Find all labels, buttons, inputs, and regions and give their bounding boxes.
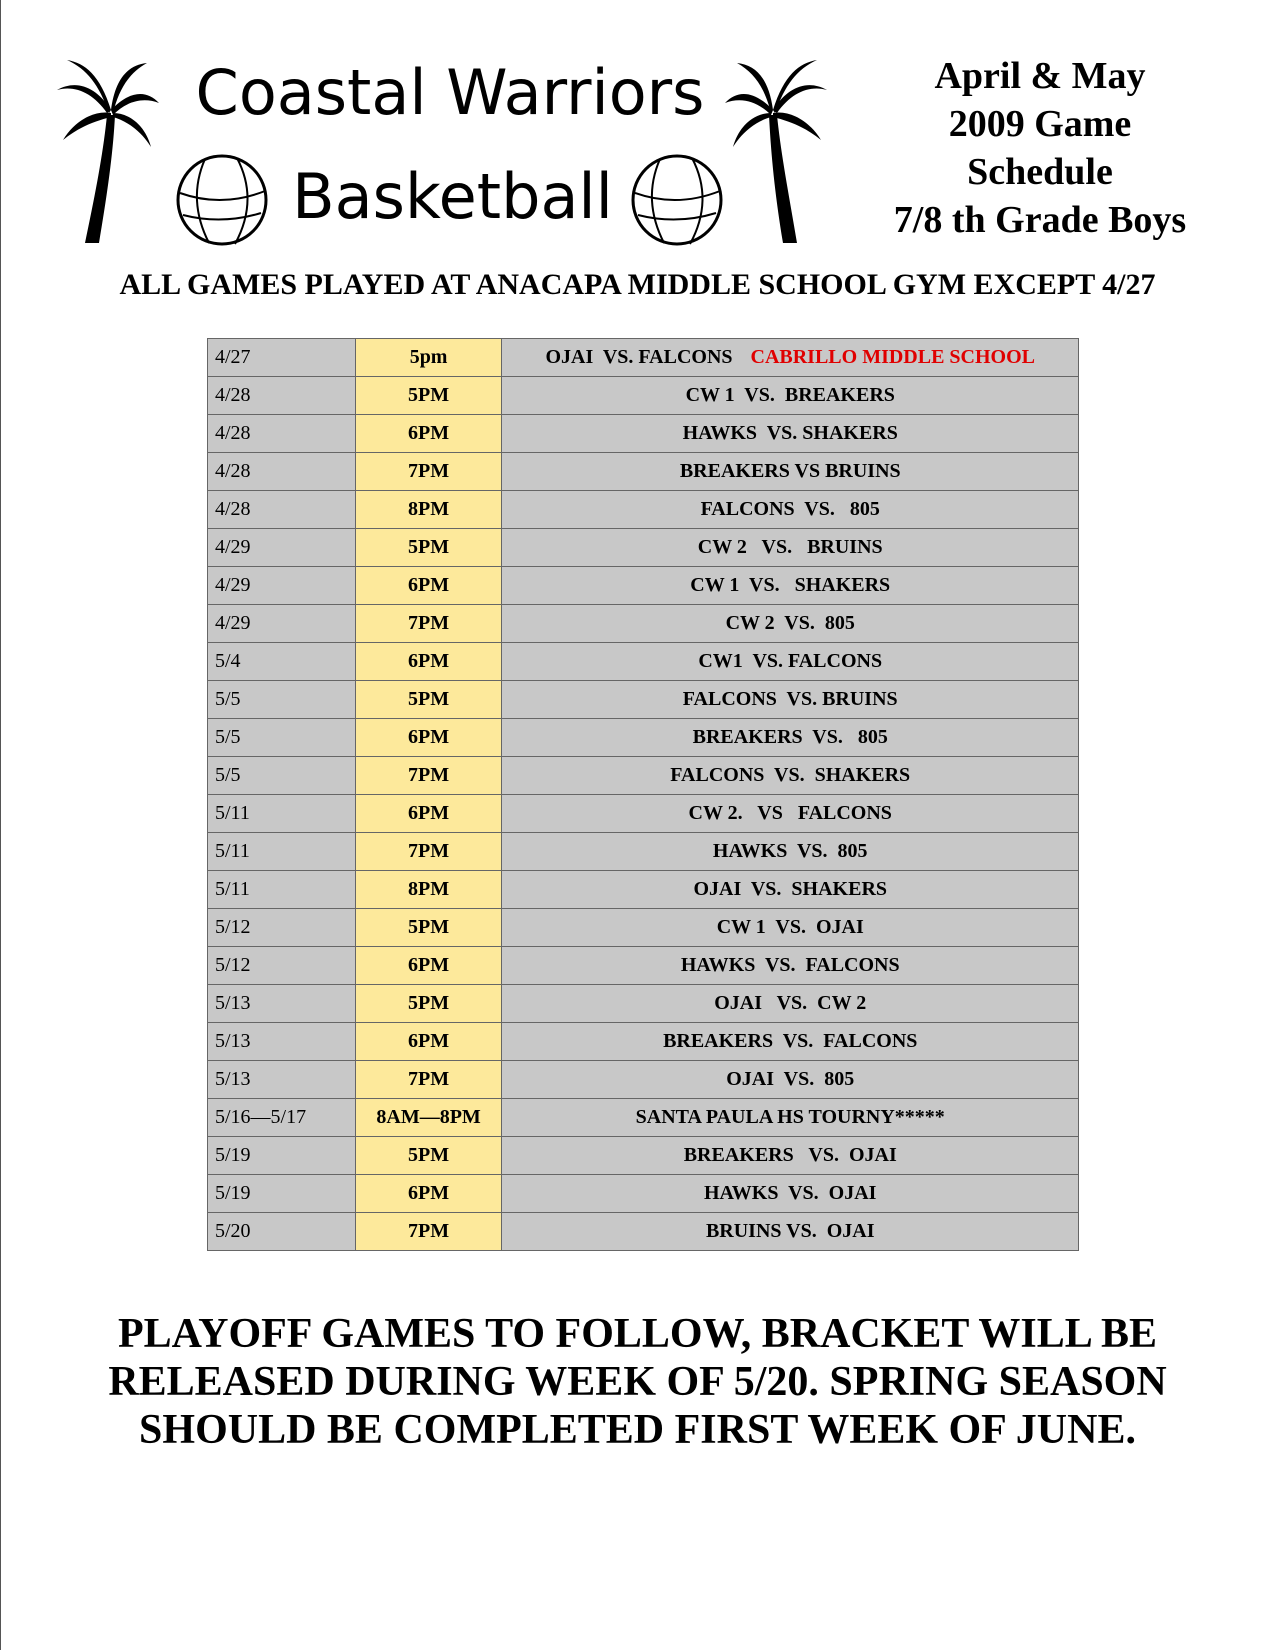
date-cell: 4/29 (208, 529, 356, 567)
basketball-icon (630, 153, 724, 247)
table-row (208, 833, 1079, 871)
matchup-text: BRUINS VS. OJAI (705, 1220, 875, 1242)
time-cell: 5PM (355, 1137, 502, 1175)
palm-tree-icon (55, 55, 160, 245)
table-row (208, 339, 1079, 377)
time-cell: 6PM (355, 567, 502, 605)
title-line: 7/8 th Grade Boys (893, 199, 1187, 241)
matchup-text: HAWKS VS. OJAI (704, 1182, 877, 1204)
location-note: ALL GAMES PLAYED AT ANACAPA MIDDLE SCHOOL GYM EXCEPT 4/27 (119, 268, 1156, 301)
date-cell: 4/28 (208, 453, 356, 491)
table-row (208, 1061, 1079, 1099)
matchup-text: BREAKERS VS. FALCONS (663, 1030, 918, 1052)
title-line: Schedule (967, 151, 1113, 193)
matchup-cell (502, 1213, 1079, 1251)
matchup-cell (502, 757, 1079, 795)
time-cell: 7PM (355, 1213, 502, 1251)
matchup-text: OJAI VS. CW 2 (714, 992, 867, 1014)
table-row (208, 643, 1079, 681)
table-row (208, 491, 1079, 529)
time-cell: 5PM (355, 681, 502, 719)
table-row (208, 1099, 1079, 1137)
time-cell: 5PM (355, 985, 502, 1023)
matchup-cell (502, 833, 1079, 871)
table-row (208, 453, 1079, 491)
venue-text: CABRILLO MIDDLE SCHOOL (750, 346, 1036, 368)
date-cell: 4/28 (208, 415, 356, 453)
matchup-text: OJAI VS. SHAKERS (693, 878, 888, 900)
matchup-text: OJAI VS. FALCONS (545, 346, 733, 368)
matchup-cell (502, 795, 1079, 833)
matchup-cell (502, 1061, 1079, 1099)
table-row (208, 719, 1079, 757)
matchup-cell (502, 1175, 1079, 1213)
table-row (208, 757, 1079, 795)
date-cell: 5/5 (208, 719, 356, 757)
time-cell: 8AM—8PM (355, 1099, 502, 1137)
time-cell: 5PM (355, 909, 502, 947)
table-row (208, 1023, 1079, 1061)
date-cell: 5/11 (208, 871, 356, 909)
matchup-text: HAWKS VS. FALCONS (680, 954, 900, 976)
schedule-title (860, 52, 1220, 244)
time-cell: 6PM (355, 1023, 502, 1061)
time-cell: 7PM (355, 1061, 502, 1099)
matchup-text: HAWKS VS. SHAKERS (682, 422, 898, 444)
footer-line: PLAYOFF GAMES TO FOLLOW, BRACKET WILL BE (117, 1311, 1157, 1357)
table-row (208, 871, 1079, 909)
matchup-cell (502, 719, 1079, 757)
table-row (208, 795, 1079, 833)
matchup-text: CW 2 VS. BRUINS (697, 536, 883, 558)
matchup-cell (502, 871, 1079, 909)
table-row (208, 415, 1079, 453)
date-cell: 5/11 (208, 795, 356, 833)
matchup-text: FALCONS VS. 805 (700, 498, 880, 520)
time-cell: 8PM (355, 871, 502, 909)
matchup-cell (502, 643, 1079, 681)
schedule-table (207, 338, 1079, 1251)
matchup-text: BREAKERS VS. OJAI (683, 1144, 897, 1166)
title-line: 2009 Game (948, 103, 1132, 145)
matchup-text: CW 1 VS. SHAKERS (690, 574, 891, 596)
logo-subtitle: Basketball (292, 160, 613, 233)
date-cell: 4/29 (208, 605, 356, 643)
time-cell: 6PM (355, 795, 502, 833)
matchup-text: HAWKS VS. 805 (712, 840, 868, 862)
logo-title: Coastal Warriors (195, 56, 705, 129)
date-cell: 5/5 (208, 681, 356, 719)
date-cell: 5/12 (208, 909, 356, 947)
table-row (208, 529, 1079, 567)
matchup-text: BREAKERS VS BRUINS (679, 460, 901, 482)
matchup-cell (502, 985, 1079, 1023)
matchup-cell (502, 1137, 1079, 1175)
date-cell: 4/28 (208, 377, 356, 415)
matchup-text: CW1 VS. FALCONS (698, 650, 883, 672)
date-cell: 4/29 (208, 567, 356, 605)
time-cell: 5PM (355, 377, 502, 415)
footer-line: RELEASED DURING WEEK OF 5/20. SPRING SEASON (108, 1359, 1167, 1405)
table-row (208, 377, 1079, 415)
matchup-cell (502, 681, 1079, 719)
title-line: April & May (934, 55, 1146, 97)
date-cell: 5/13 (208, 1023, 356, 1061)
matchup-cell (502, 339, 1079, 377)
matchup-cell (502, 529, 1079, 567)
matchup-cell (502, 909, 1079, 947)
matchup-text: BREAKERS VS. 805 (692, 726, 888, 748)
matchup-cell (502, 947, 1079, 985)
date-cell: 5/12 (208, 947, 356, 985)
time-cell: 6PM (355, 643, 502, 681)
footer-line: SHOULD BE COMPLETED FIRST WEEK OF JUNE. (139, 1407, 1136, 1453)
table-row (208, 909, 1079, 947)
date-cell: 5/13 (208, 985, 356, 1023)
table-row (208, 985, 1079, 1023)
time-cell: 6PM (355, 719, 502, 757)
table-row (208, 567, 1079, 605)
playoff-note (0, 1310, 1275, 1454)
matchup-cell (502, 1023, 1079, 1061)
matchup-text: FALCONS VS. SHAKERS (670, 764, 911, 786)
table-row (208, 681, 1079, 719)
matchup-cell (502, 377, 1079, 415)
palm-tree-icon (725, 55, 830, 245)
matchup-cell (502, 605, 1079, 643)
time-cell: 5PM (355, 529, 502, 567)
matchup-cell (502, 491, 1079, 529)
matchup-text: CW 2 VS. 805 (725, 612, 855, 634)
table-row (208, 1175, 1079, 1213)
table-row (208, 1137, 1079, 1175)
time-cell: 6PM (355, 1175, 502, 1213)
matchup-text: CW 1 VS. OJAI (716, 916, 864, 938)
matchup-text: SANTA PAULA HS TOURNY***** (635, 1106, 945, 1128)
time-cell: 7PM (355, 605, 502, 643)
table-row (208, 605, 1079, 643)
date-cell: 4/27 (208, 339, 356, 377)
date-cell: 5/4 (208, 643, 356, 681)
time-cell: 6PM (355, 947, 502, 985)
matchup-text: FALCONS VS. BRUINS (682, 688, 898, 710)
time-cell: 7PM (355, 833, 502, 871)
date-cell: 5/20 (208, 1213, 356, 1251)
date-cell: 4/28 (208, 491, 356, 529)
time-cell: 7PM (355, 453, 502, 491)
date-cell: 5/19 (208, 1137, 356, 1175)
time-cell: 6PM (355, 415, 502, 453)
date-cell: 5/13 (208, 1061, 356, 1099)
time-cell: 7PM (355, 757, 502, 795)
table-row (208, 947, 1079, 985)
date-cell: 5/5 (208, 757, 356, 795)
date-cell: 5/19 (208, 1175, 356, 1213)
time-cell: 5pm (355, 339, 502, 377)
matchup-cell (502, 1099, 1079, 1137)
matchup-text: CW 1 VS. BREAKERS (685, 384, 895, 406)
matchup-text: CW 2. VS FALCONS (688, 802, 892, 824)
table-row (208, 1213, 1079, 1251)
basketball-icon (175, 153, 269, 247)
date-cell: 5/11 (208, 833, 356, 871)
date-cell: 5/16—5/17 (208, 1099, 356, 1137)
matchup-cell (502, 567, 1079, 605)
matchup-cell (502, 453, 1079, 491)
matchup-text: OJAI VS. 805 (726, 1068, 855, 1090)
matchup-cell (502, 415, 1079, 453)
time-cell: 8PM (355, 491, 502, 529)
